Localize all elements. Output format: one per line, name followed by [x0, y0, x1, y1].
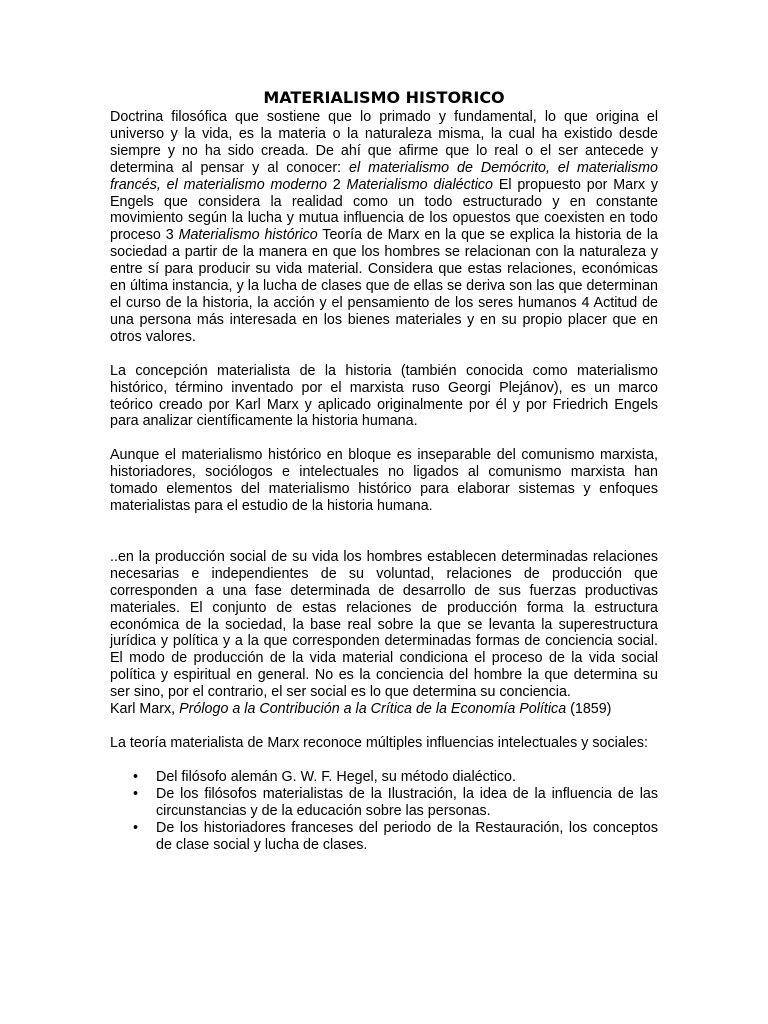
- document-title: MATERIALISMO HISTORICO: [263, 88, 505, 107]
- list-item-text: Del filósofo alemán G. W. F. Hegel, su método dialéctico.: [156, 768, 516, 785]
- spacer: [110, 430, 658, 447]
- spacer: [110, 718, 658, 735]
- influences-list: [110, 769, 658, 854]
- definition-text-3: El propuesto por Marx y Engels que considera la realidad como un todo estructurado y en constante movimiento según la lucha y mutua influencia de los opuestos que coexisten en todo proceso 3: [110, 176, 658, 244]
- definition-text-2: 2: [326, 176, 347, 193]
- influence-paragraph: Aunque el materialismo histórico en bloque es inseparable del comunismo marxista, historiadores, sociólogos e intelectuales no ligados al comunismo marxista han tomado elementos del materialismo histórico para elaborar sistemas y enfoques materialistas para el estudio de la historia humana.: [110, 447, 658, 515]
- definition-paragraph: [110, 109, 658, 346]
- list-item: [110, 769, 658, 786]
- spacer: [110, 752, 658, 769]
- citation-work: Prólogo a la Contribución a la Crítica de la Economía Política: [179, 701, 567, 718]
- document-page: [110, 88, 658, 853]
- definition-italic-3: Materialismo histórico: [178, 227, 318, 244]
- list-item-text: De los historiadores franceses del periodo de la Restauración, los conceptos de clase social y lucha de clases.: [156, 819, 658, 853]
- list-item-text: De los filósofos materialistas de la Ilustración, la idea de la influencia de las circunstancias y de la educación sobre las personas.: [156, 785, 658, 819]
- definition-text-4: Teoría de Marx en la que se explica la historia de la sociedad a partir de la manera en que los hombres se relacionan con la naturaleza y entre sí para producir su vida material. Considera que estas relaciones, económicas en última instancia, y la lucha de clases que de ellas se deriva son las que determinan el curso de la historia, la acción y el pensamiento de los seres humanos 4 Actitud de una persona más interesada en los bienes materiales y en su propio placer que en otros valores.: [110, 227, 658, 345]
- bullet-icon: •: [133, 819, 139, 836]
- bullet-icon: •: [133, 785, 139, 802]
- list-item: [110, 820, 658, 854]
- citation-author: Karl Marx,: [110, 701, 180, 718]
- definition-text-1: Doctrina filosófica que sostiene que lo primado y fundamental, lo que origina el universo y la vida, es la materia o la naturaleza misma, la cual ha existido desde siempre y no ha sido creada. De ahí que afirme que lo real o el ser antecede y determina al pensar y al conocer:: [110, 109, 658, 176]
- definition-italic-1: el materialismo de Demócrito, el materialismo francés, el materialismo moderno: [110, 159, 658, 193]
- bullet-icon: •: [133, 768, 139, 785]
- citation-year: (1859): [566, 701, 612, 718]
- influences-intro: La teoría materialista de Marx reconoce múltiples influencias intelectuales y sociales:: [110, 735, 648, 751]
- list-item: [110, 786, 658, 820]
- concept-paragraph: La concepción materialista de la historia (también conocida como materialismo histórico, término inventado por el marxista ruso Georgi Plejánov), es un marco teórico creado por Karl Marx y aplicado originalmente por él y por Friedrich Engels para analizar científicamente la historia humana.: [110, 362, 658, 430]
- quote-citation: [110, 701, 658, 718]
- spacer: [110, 346, 658, 363]
- definition-italic-2: Materialismo dialéctico: [346, 176, 493, 193]
- spacer: [110, 515, 658, 549]
- marx-quote: ..en la producción social de su vida los hombres establecen determinadas relaciones necesarias e independientes de su voluntad, relaciones de producción que corresponden a una fase determinada de desarrollo de sus fuerzas productivas materiales. El conjunto de estas relaciones de producción forma la estructura económica de la sociedad, la base real sobre la que se levanta la superestructura jurídica y política y a la que corresponden determinadas formas de conciencia social. El modo de producción de la vida material condiciona el proceso de la vida social política y espiritual en general. No es la conciencia del hombre la que determina su ser sino, por el contrario, el ser social es lo que determina su conciencia.: [110, 548, 658, 701]
